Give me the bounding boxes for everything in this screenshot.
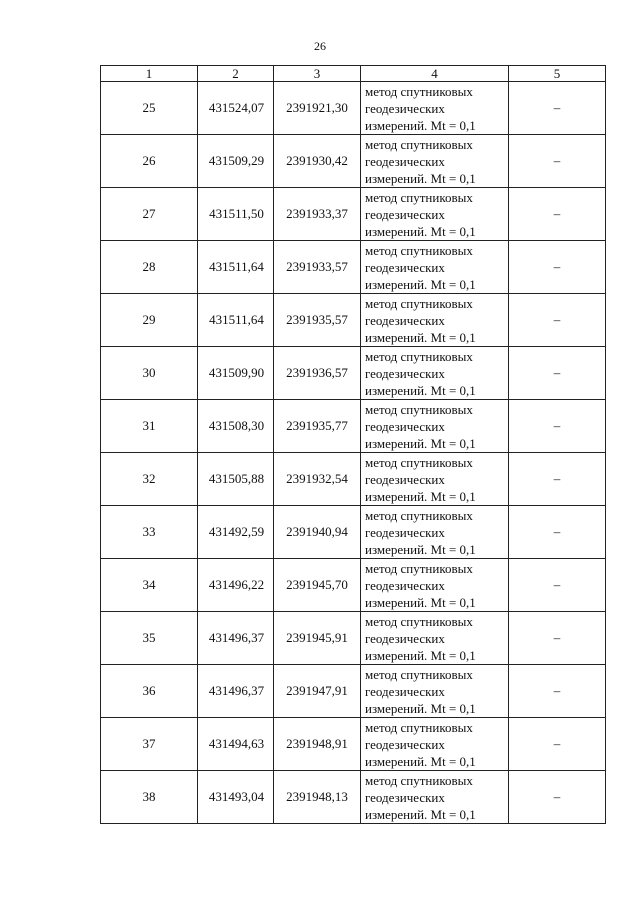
table-row bbox=[101, 188, 606, 241]
x-coordinate-cell: 431524,07 bbox=[198, 82, 274, 135]
method-cell bbox=[361, 453, 509, 506]
method-cell bbox=[361, 400, 509, 453]
y-coordinate-cell: 2391945,70 bbox=[274, 559, 361, 612]
table-row bbox=[101, 453, 606, 506]
header-cell: 5 bbox=[509, 66, 606, 82]
method-text-line: метод спутниковых bbox=[365, 560, 473, 576]
table-row bbox=[101, 294, 606, 347]
description-cell: – bbox=[509, 82, 606, 135]
y-coordinate-cell: 2391947,91 bbox=[274, 665, 361, 718]
method-text-line: измерений. Mt = 0,1 bbox=[365, 170, 476, 186]
coordinates-table bbox=[100, 65, 606, 824]
point-number-cell: 32 bbox=[101, 453, 198, 506]
y-coordinate-cell: 2391930,42 bbox=[274, 135, 361, 188]
method-cell bbox=[361, 241, 509, 294]
method-text-line: измерений. Mt = 0,1 bbox=[365, 647, 476, 663]
method-text-line: метод спутниковых bbox=[365, 136, 473, 152]
method-text-line: геодезических bbox=[365, 736, 445, 752]
method-cell bbox=[361, 665, 509, 718]
point-number-cell: 30 bbox=[101, 347, 198, 400]
point-number-cell: 27 bbox=[101, 188, 198, 241]
header-cell: 4 bbox=[361, 66, 509, 82]
header-row bbox=[101, 66, 606, 82]
table-row bbox=[101, 135, 606, 188]
method-cell bbox=[361, 506, 509, 559]
description-cell: – bbox=[509, 559, 606, 612]
y-coordinate-cell: 2391935,57 bbox=[274, 294, 361, 347]
x-coordinate-cell: 431494,63 bbox=[198, 718, 274, 771]
header-cell: 3 bbox=[274, 66, 361, 82]
method-cell bbox=[361, 82, 509, 135]
method-text-line: метод спутниковых bbox=[365, 454, 473, 470]
method-text-line: измерений. Mt = 0,1 bbox=[365, 594, 476, 610]
method-cell bbox=[361, 771, 509, 824]
method-text-line: метод спутниковых bbox=[365, 719, 473, 735]
x-coordinate-cell: 431509,29 bbox=[198, 135, 274, 188]
y-coordinate-cell: 2391932,54 bbox=[274, 453, 361, 506]
method-text-line: измерений. Mt = 0,1 bbox=[365, 117, 476, 133]
point-number-cell: 33 bbox=[101, 506, 198, 559]
y-coordinate-cell: 2391948,91 bbox=[274, 718, 361, 771]
y-coordinate-cell: 2391936,57 bbox=[274, 347, 361, 400]
y-coordinate-cell: 2391940,94 bbox=[274, 506, 361, 559]
point-number-cell: 25 bbox=[101, 82, 198, 135]
x-coordinate-cell: 431511,50 bbox=[198, 188, 274, 241]
method-text-line: метод спутниковых bbox=[365, 666, 473, 682]
method-text-line: измерений. Mt = 0,1 bbox=[365, 223, 476, 239]
method-text-line: измерений. Mt = 0,1 bbox=[365, 541, 476, 557]
table-body bbox=[101, 82, 606, 824]
method-text-line: метод спутниковых bbox=[365, 401, 473, 417]
method-text-line: геодезических bbox=[365, 683, 445, 699]
method-text-line: метод спутниковых bbox=[365, 83, 473, 99]
table-row bbox=[101, 506, 606, 559]
method-text-line: метод спутниковых bbox=[365, 189, 473, 205]
x-coordinate-cell: 431493,04 bbox=[198, 771, 274, 824]
x-coordinate-cell: 431496,37 bbox=[198, 665, 274, 718]
point-number-cell: 28 bbox=[101, 241, 198, 294]
page-number: 26 bbox=[314, 39, 326, 53]
method-text-line: измерений. Mt = 0,1 bbox=[365, 329, 476, 345]
table-row bbox=[101, 771, 606, 824]
table-row bbox=[101, 241, 606, 294]
x-coordinate-cell: 431496,22 bbox=[198, 559, 274, 612]
x-coordinate-cell: 431505,88 bbox=[198, 453, 274, 506]
description-cell: – bbox=[509, 665, 606, 718]
y-coordinate-cell: 2391921,30 bbox=[274, 82, 361, 135]
x-coordinate-cell: 431511,64 bbox=[198, 241, 274, 294]
method-text-line: метод спутниковых bbox=[365, 295, 473, 311]
method-text-line: геодезических bbox=[365, 259, 445, 275]
method-text-line: геодезических bbox=[365, 100, 445, 116]
method-cell bbox=[361, 188, 509, 241]
method-text-line: измерений. Mt = 0,1 bbox=[365, 276, 476, 292]
method-text-line: измерений. Mt = 0,1 bbox=[365, 435, 476, 451]
y-coordinate-cell: 2391935,77 bbox=[274, 400, 361, 453]
description-cell: – bbox=[509, 241, 606, 294]
point-number-cell: 35 bbox=[101, 612, 198, 665]
description-cell: – bbox=[509, 771, 606, 824]
method-cell bbox=[361, 135, 509, 188]
table-row bbox=[101, 665, 606, 718]
y-coordinate-cell: 2391933,57 bbox=[274, 241, 361, 294]
header-cell: 2 bbox=[198, 66, 274, 82]
description-cell: – bbox=[509, 135, 606, 188]
table-row bbox=[101, 347, 606, 400]
header-cell: 1 bbox=[101, 66, 198, 82]
y-coordinate-cell: 2391948,13 bbox=[274, 771, 361, 824]
method-cell bbox=[361, 347, 509, 400]
method-cell bbox=[361, 559, 509, 612]
method-text-line: геодезических bbox=[365, 365, 445, 381]
table-row bbox=[101, 718, 606, 771]
y-coordinate-cell: 2391933,37 bbox=[274, 188, 361, 241]
table-row bbox=[101, 559, 606, 612]
method-text-line: метод спутниковых bbox=[365, 242, 473, 258]
method-text-line: геодезических bbox=[365, 418, 445, 434]
description-cell: – bbox=[509, 400, 606, 453]
method-text-line: измерений. Mt = 0,1 bbox=[365, 700, 476, 716]
method-text-line: метод спутниковых bbox=[365, 613, 473, 629]
description-cell: – bbox=[509, 506, 606, 559]
method-cell bbox=[361, 718, 509, 771]
description-cell: – bbox=[509, 294, 606, 347]
method-text-line: геодезических bbox=[365, 789, 445, 805]
description-cell: – bbox=[509, 612, 606, 665]
description-cell: – bbox=[509, 453, 606, 506]
point-number-cell: 37 bbox=[101, 718, 198, 771]
point-number-cell: 36 bbox=[101, 665, 198, 718]
method-text-line: измерений. Mt = 0,1 bbox=[365, 753, 476, 769]
description-cell: – bbox=[509, 718, 606, 771]
method-text-line: геодезических bbox=[365, 312, 445, 328]
x-coordinate-cell: 431511,64 bbox=[198, 294, 274, 347]
x-coordinate-cell: 431496,37 bbox=[198, 612, 274, 665]
method-text-line: геодезических bbox=[365, 630, 445, 646]
table-row bbox=[101, 612, 606, 665]
x-coordinate-cell: 431492,59 bbox=[198, 506, 274, 559]
method-text-line: геодезических bbox=[365, 153, 445, 169]
x-coordinate-cell: 431508,30 bbox=[198, 400, 274, 453]
point-number-cell: 38 bbox=[101, 771, 198, 824]
method-text-line: метод спутниковых bbox=[365, 507, 473, 523]
method-text-line: метод спутниковых bbox=[365, 348, 473, 364]
point-number-cell: 29 bbox=[101, 294, 198, 347]
point-number-cell: 31 bbox=[101, 400, 198, 453]
method-text-line: метод спутниковых bbox=[365, 772, 473, 788]
method-text-line: измерений. Mt = 0,1 bbox=[365, 382, 476, 398]
method-text-line: геодезических bbox=[365, 206, 445, 222]
method-text-line: измерений. Mt = 0,1 bbox=[365, 488, 476, 504]
table-row bbox=[101, 400, 606, 453]
method-cell bbox=[361, 612, 509, 665]
description-cell: – bbox=[509, 188, 606, 241]
point-number-cell: 26 bbox=[101, 135, 198, 188]
method-cell bbox=[361, 294, 509, 347]
method-text-line: геодезических bbox=[365, 524, 445, 540]
table-row bbox=[101, 82, 606, 135]
point-number-cell: 34 bbox=[101, 559, 198, 612]
method-text-line: геодезических bbox=[365, 471, 445, 487]
method-text-line: измерений. Mt = 0,1 bbox=[365, 806, 476, 822]
description-cell: – bbox=[509, 347, 606, 400]
y-coordinate-cell: 2391945,91 bbox=[274, 612, 361, 665]
x-coordinate-cell: 431509,90 bbox=[198, 347, 274, 400]
method-text-line: геодезических bbox=[365, 577, 445, 593]
